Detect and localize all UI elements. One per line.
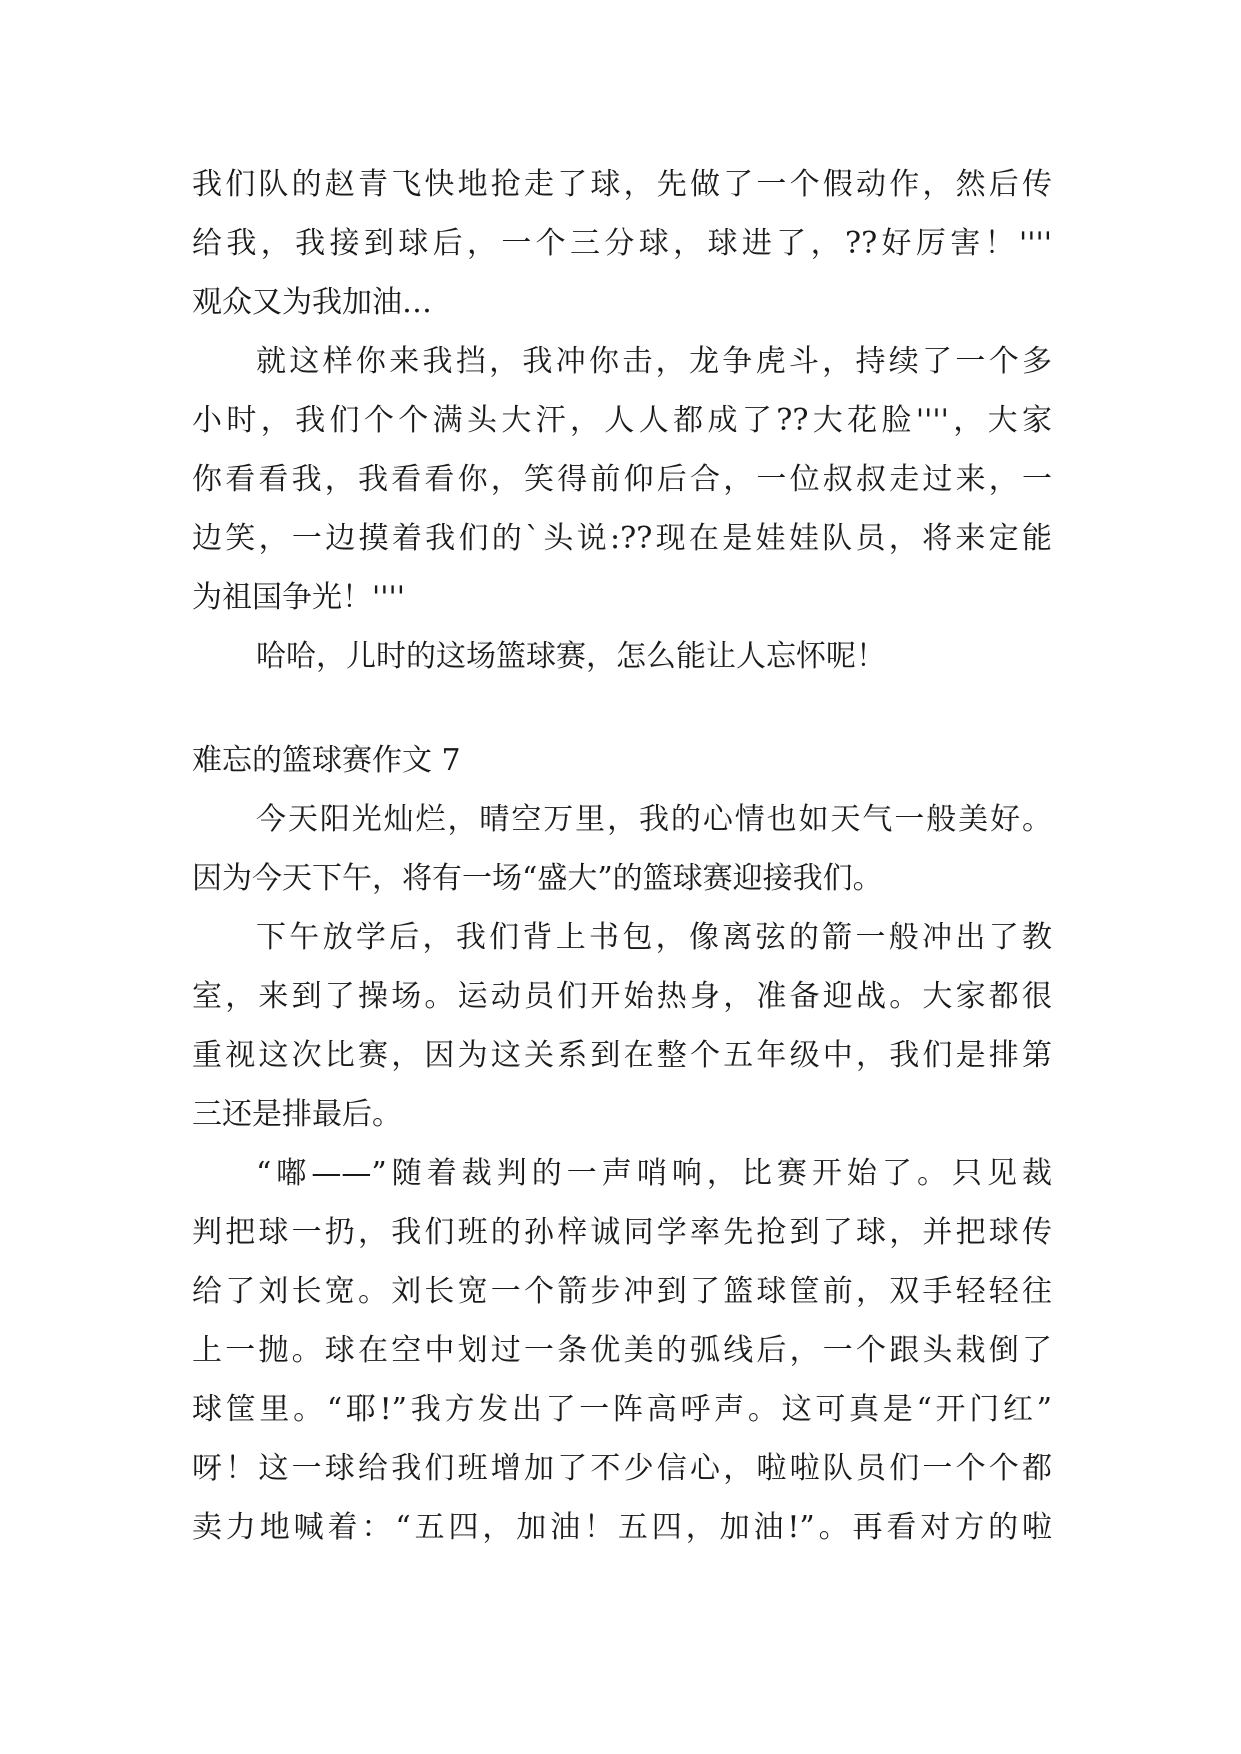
text-line: 给了刘长宽。刘长宽一个箭步冲到了篮球筐前，双手轻轻往	[192, 1274, 1052, 1309]
text-line: 三还是排最后。	[192, 1097, 402, 1132]
text-line: 球筐里。“耶!”我方发出了一阵高呼声。这可真是“开门红”	[192, 1392, 1052, 1427]
section-heading: 难忘的篮球赛作文 7	[192, 743, 461, 778]
text-line: 给我，我接到球后，一个三分球，球进了，??好厉害！''''	[192, 226, 1052, 261]
text-line: 重视这次比赛，因为这关系到在整个五年级中，我们是排第	[192, 1038, 1052, 1073]
text-line: 你看看我，我看看你，笑得前仰后合，一位叔叔走过来，一	[192, 462, 1052, 497]
text-line: 观众又为我加油…	[192, 285, 432, 320]
text-line: 判把球一扔，我们班的孙梓诚同学率先抢到了球，并把球传	[192, 1215, 1052, 1250]
text-line: 室，来到了操场。运动员们开始热身，准备迎战。大家都很	[192, 979, 1052, 1014]
text-line: 上一抛。球在空中划过一条优美的弧线后，一个跟头栽倒了	[192, 1333, 1052, 1368]
text-line: 边笑，一边摸着我们的`头说:??现在是娃娃队员，将来定能	[192, 521, 1052, 556]
text-line: 呀！这一球给我们班增加了不少信心，啦啦队员们一个个都	[192, 1451, 1052, 1486]
text-line: 哈哈，儿时的这场篮球赛，怎么能让人忘怀呢！	[256, 639, 886, 674]
text-line: 为祖国争光！''''	[192, 580, 405, 615]
text-line: 下午放学后，我们背上书包，像离弦的箭一般冲出了教	[256, 920, 1052, 955]
text-line: “嘟——”随着裁判的一声哨响，比赛开始了。只见裁	[256, 1156, 1052, 1191]
text-line: 今天阳光灿烂，晴空万里，我的心情也如天气一般美好。	[256, 802, 1052, 837]
text-line: 因为今天下午，将有一场“盛大”的篮球赛迎接我们。	[192, 861, 883, 896]
text-line: 我们队的赵青飞快地抢走了球，先做了一个假动作，然后传	[192, 167, 1052, 202]
text-line: 小时，我们个个满头大汗，人人都成了??大花脸''''，大家	[192, 403, 1052, 438]
text-line: 卖力地喊着：“五四，加油！五四，加油!”。再看对方的啦	[192, 1510, 1052, 1545]
text-line: 就这样你来我挡，我冲你击，龙争虎斗，持续了一个多	[256, 344, 1052, 379]
